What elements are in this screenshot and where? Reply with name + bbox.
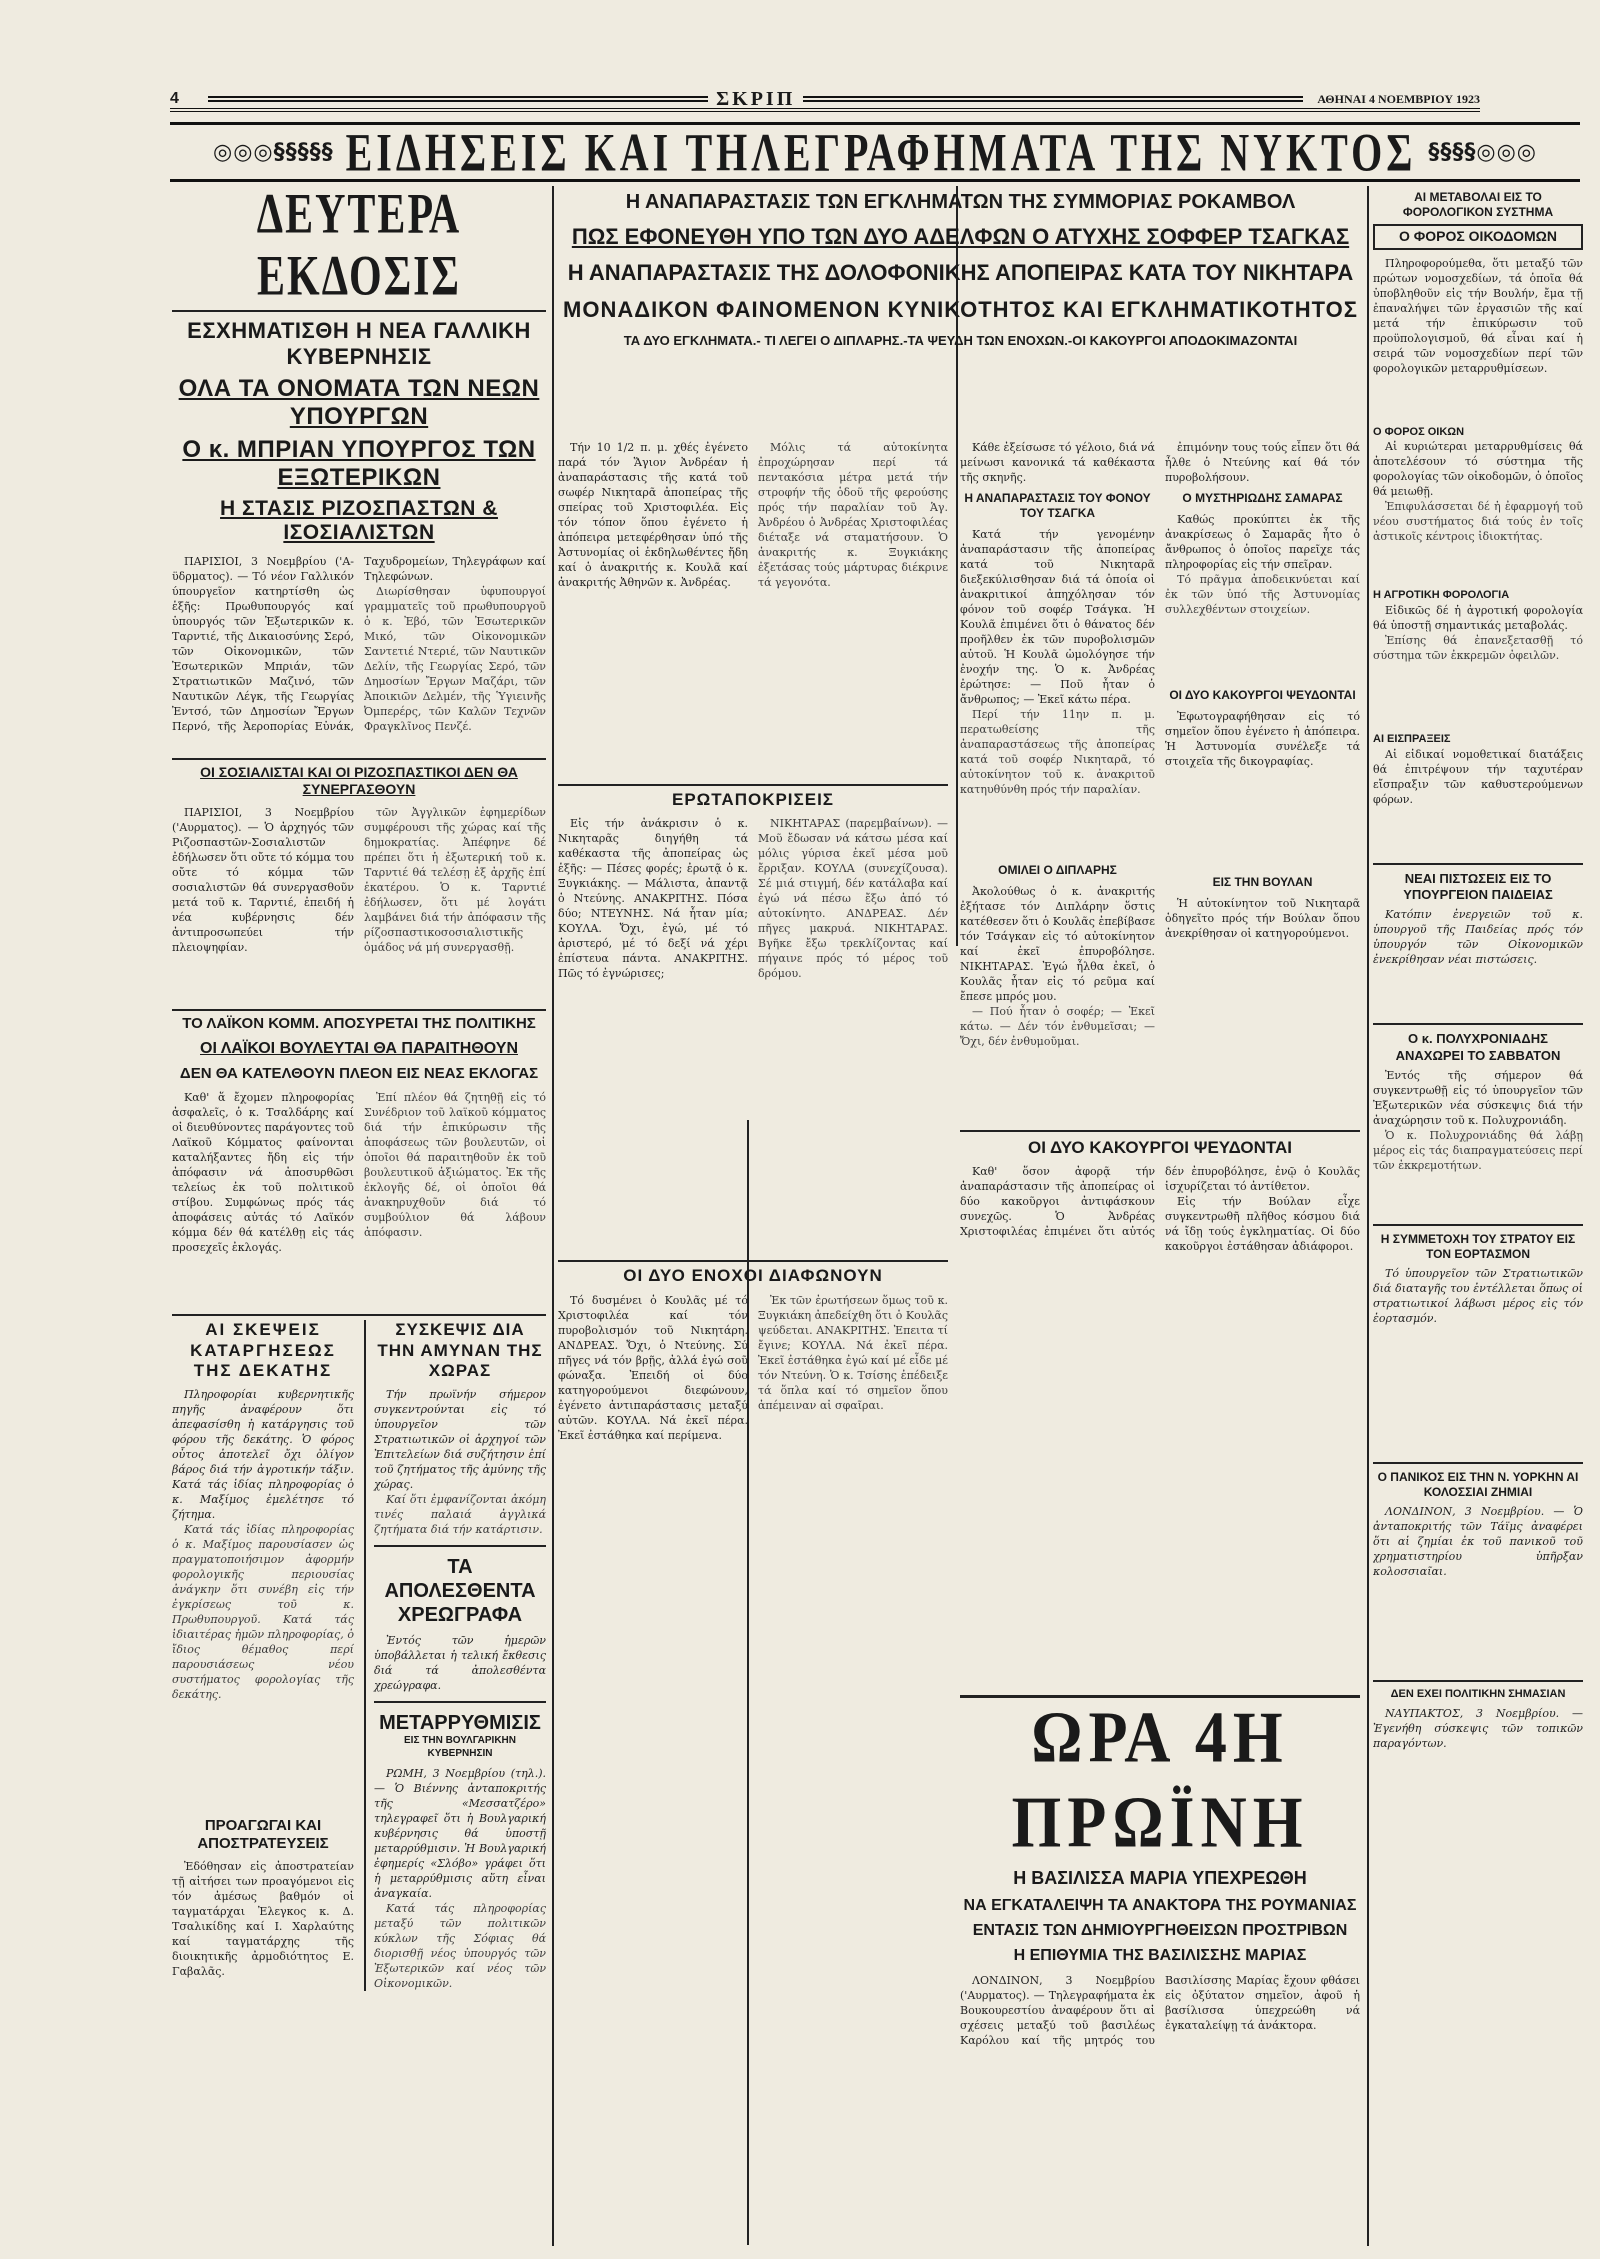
masthead [170,87,1480,112]
column-anaparastasis [960,440,1360,1440]
article-body [558,816,948,1256]
article-dekati [172,1320,354,1991]
headline-palace: ΝΑ ΕΓΚΑΤΑΛΕΙΨΗ ΤΑ ΑΝΑΚΤΟΡΑ ΤΗΣ ΡΟΥΜΑΝΙΑΣ [963,1896,1357,1914]
article-body [1165,896,1360,1006]
headline-education-credits: ΝΕΑΙ ΠΙΣΤΩΣΕΙΣ ΕΙΣ ΤΟ ΥΠΟΥΡΓΕΙΟΝ ΠΑΙΔΕΙΑΣ [1403,870,1553,902]
article-body [1373,603,1583,733]
subheadline-tsagkas-murder: Η ΑΝΑΠΑΡΑΣΤΑΣΙΣ ΤΟΥ ΦΟΝΟΥ ΤΟΥ ΤΣΑΓΚΑ [964,491,1151,520]
article-body [1373,1504,1583,1674]
divider [960,1130,1360,1132]
headline-securities: ΤΑ ΑΠΟΛΕΣΘΕΝΤΑ ΧΡΕΩΓΡΑΦΑ [384,1556,536,1627]
headline-army-participation: Η ΣΥΜΜΕΤΟΧΗ ΤΟΥ ΣΤΡΑΤΟΥ ΕΙΣ ΤΟΝ ΕΟΡΤΑΣΜΟΝ [1380,1231,1576,1261]
article-body [172,1859,354,1979]
subheadline-agro-tax: Η ΑΓΡΟΤΙΚΗ ΦΟΡΟΛΟΓΙΑ [1373,589,1510,602]
article-body [1373,747,1583,857]
article-body [1373,256,1583,426]
column-rule [1367,186,1369,2246]
article-body [1165,709,1360,869]
paragraph: Τήν 10 1/2 π. μ. χθές ἐγένετο παρά τόν Ἅγιον Ἀνδρέαν ἡ ἀναπαράστασις τῆς κατά τοῦ σωφέρ Νικηταρᾶ ἀποπείρας τῆς σπείρας τοῦ Χριστοφιλέα. Εἰς τόν τόπον ὅπου ἐγένετο ἡ ἀπόπειρα μετεφέρθησαν ὑπό τῆς Ἀστυνομίας οἱ ἐκδηλωθέντες ἤδη καί ὁ ἀνακριτής κ. Κουλᾶ καί ἀνακριτής Ἀθηνῶν κ. Ἀνδρέας. [558,441,748,589]
article-body [374,1387,546,1537]
divider [172,758,546,760]
paragraph: ἐπιμόνην τους τούς εἶπεν ὅτι θά ἦλθε ὁ Ντεύνης καί θά τόν πυροβολήσουν. [1165,441,1360,484]
paragraph: Καθώς προκύπτει ἐκ τῆς ἀνακρίσεως ὁ Σαμαρᾶς ἦτο ὁ ἄνθρωπος ὁ ὁποῖος παρεῖχε τάς πληροφορίας εἰς τήν σπεῖραν. [1165,513,1360,571]
article-tsagkas [960,440,1155,1124]
paragraph: τῶν Ἀγγλικῶν ἐφημερίδων συμφέρουσι τῆς χώρας καί τῆς δημοκρατίας. Ἀπέφηνε δέ πρέπει ὅτι ἡ ἐξωτερική τοῦ κ. Ταρντιέ θά τελέσῃ ἐξ ἀρχῆς ἐπί ἑκατέρου. Ὁ κ. Ταρντιέ ἐδήλωσεν, ὅτι μέ λογάτι λαμβάνει διά τήν ἀπόφασιν τῆς ρίζοσπαστικοσοσιαλιστικῆς ὁμάδος νά μή συνεργασθῇ. [364,805,546,954]
headline-defense: ΣΥΣΚΕΨΙΣ ΔΙΑ ΤΗΝ ΑΜΥΝΑΝ ΤΗΣ ΧΩΡΑΣ [377,1320,543,1380]
divider [374,1545,546,1547]
page-number: 4 [170,90,179,107]
column-rokambol [558,190,1363,430]
paragraph: Ἐκ τῶν ἐρωτήσεων ὅμως τοῦ κ. Ξυγκιάκη ἀπεδείχθη ὅτι ὁ Κουλᾶς ψεύδεται. ΑΝΑΚΡΙΤΗΣ. Ἐπειτα τί ἔγινε; ΚΟΥΛΑ. Νά ἐκεῖ πέρα. Ἐκεῖ ἐστάθηκα ἐγώ καί μέ εἶδε μέ τόν Ντεύνη. Ὁ κ. Τσίσης ἐπέδειξε τά ὅπλα καί τό σημεῖον ὅπου ἀπέμειναν αἱ σφαῖραι. [758,1293,948,1412]
headline-promotions: ΠΡΟΑΓΩΓΑΙ ΚΑΙ ΑΠΟΣΤΡΑΤΕΥΣΕΙΣ [197,1817,329,1853]
headline-rokambol: Η ΑΝΑΠΑΡΑΣΤΑΣΙΣ ΤΩΝ ΕΓΚΛΗΜΑΤΩΝ ΤΗΣ ΣΥΜΜΟΡΙΑΣ ΡΟΚΑΜΒΟΛ [625,191,1296,213]
divider [1373,1224,1583,1226]
headline-no-political-meaning: ΔΕΝ ΕΧΕΙ ΠΟΛΙΤΙΚΗΝ ΣΗΜΑΣΙΑΝ [1390,1687,1566,1700]
subheadline-collections: ΑΙ ΕΙΣΠΡΑΞΕΙΣ [1373,733,1451,745]
paragraph: Ἐντός τῆς σήμερον θά συγκεντρωθῇ εἰς τό ὑπουργεῖον τῶν Ἐξωτερικῶν νέα σύσκεψις διά τήν ἀναχώρησιν τοῦ κ. Πολυχρονιάδη. [1373,1068,1583,1127]
paragraph: Ἐπίσης θά ἐπανεξετασθῇ τό σύστημα τῶν ἐκκρεμῶν ὀφειλῶν. [1373,634,1583,662]
paragraph: Ἐφωτογραφήθησαν εἰς τό σημεῖον ὅπου ἐγένετο ἡ ἀπόπειρα. Ἡ Ἀστυνομία συνέλεξε τά στοιχεῖα τῆς δικογραφίας. [1165,710,1360,768]
article-body [1373,907,1583,1017]
article-body [172,805,546,1005]
article-body [172,1387,354,1807]
paragraph: ΛΟΝΔΙΝΟΝ, 3 Νοεμβρίου. — Ὁ ἀνταποκριτής τῶν Τάϊμς ἀναφέρει ὅτι αἱ ζημίαι ἐκ τοῦ πανικοῦ τοῦ χρηματιστηρίου ὑπῆρξαν κολοσσιαῖαι. [1373,1504,1583,1578]
paragraph: Τό πρᾶγμα ἀποδεικνύεται καί ἐκ τῶν ὑπό τῆς Ἀστυνομίας συλλεχθέντων στοιχείων. [1165,573,1360,616]
divider [1373,1462,1583,1464]
paragraph: Ἐντός τῶν ἡμερῶν ὑποβάλλεται ἡ τελική ἔκθεσις διά τά ἀπολεσθέντα χρεώγραφα. [374,1634,546,1693]
subheadline-two-criminals-lie: ΟΙ ΔΥΟ ΚΑΚΟΥΡΓΟΙ ΨΕΥΔΟΝΤΑΙ [1028,1138,1292,1157]
masthead-rule-left [208,96,708,102]
headline-nikitaras: Η ΑΝΑΠΑΡΑΣΤΑΣΙΣ ΤΗΣ ΔΟΛΟΦΟΝΙΚΗΣ ΑΠΟΠΕΙΡΑΣ ΚΑΤΑ ΤΟΥ ΝΙΚΗΤΑΡΑ [567,260,1354,286]
divider [1373,1680,1583,1682]
paragraph: Ἡ αὐτοκίνητον τοῦ Νικηταρᾶ ὁδηγεῖτο πρός τήν Βούλαν ὅπου ἀνεκρίθησαν οἱ κατηγορούμενοι. [1165,897,1360,940]
article-body [960,440,1155,485]
divider [558,1260,948,1262]
paragraph: Κατά τάς πληροφορίας μεταξύ τῶν πολιτικῶν κύκλων τῆς Σόφιας θά διορισθῇ νέος ὑπουργός τῶν Ἐξωτερικῶν καί νέος τῶν Οἰκονομικῶν. [374,1902,546,1991]
paragraph: ΝΑΥΠΑΚΤΟΣ, 3 Νοεμβρίου. — Ἐγενήθη σύσκεψις τῶν τοπικῶν παραγόντων. [1373,1706,1583,1750]
section-banner [170,122,1580,182]
headline-two-crimes: ΤΑ ΔΥΟ ΕΓΚΛΗΜΑΤΑ.- ΤΙ ΛΕΓΕΙ Ο ΔΙΠΛΑΡΗΣ.-ΤΑ ΨΕΥΔΗ ΤΩΝ ΕΝΟΧΩΝ.-ΟΙ ΚΑΚΟΥΡΓΟΙ ΑΠΟΔΟΚΙΜΑΖΟΝΤΑΙ [623,333,1298,349]
paragraph: Πληροφορούμεθα, ὅτι μεταξύ τῶν πρώτων νομοσχεδίων, τά ὁποῖα θά ὑποβληθοῦν εἰς τήν Βουλήν, ἔμα τῇ ἐπαναλήψει τῶν ἐργασιῶν τῆς καί μετά τήν ἐπικύρωσιν τοῦ προϋπολογισμοῦ, θά εἶναι καί ἡ σειρά τῶν νομοσχεδίων περί τῶν φορολογικῶν μεταρρυθμίσεων. [1373,256,1583,375]
divider [1373,863,1583,865]
article-body [1165,440,1360,485]
paragraph: Ἐπί πλέον θά ζητηθῇ εἰς τό Συνέδριον τοῦ λαϊκοῦ κόμματος διά τήν ἐπικύρωσιν τῆς ἀποφάσεως τῶν βουλευτῶν, οἱ ὁποῖοι θά παραιτηθοῦν ἐκ τοῦ βουλευτικοῦ ἀξιώματος. Ἐκ τῆς ἐκλογῆς δέ, οἱ ὁποῖοι θά ἀνακηρυχθοῦν διά τό συμβούλιον θά λάβουν ἀπόφασιν. [364,1091,546,1240]
subheadline-bulgaria: ΕΙΣ ΤΗΝ ΒΟΥΛΓΑΡΙΚΗΝ ΚΥΒΕΡΝΗΣΙΝ [404,1735,516,1759]
column-right [1373,190,1583,2250]
headline-laikon-komma: ΤΟ ΛΑΪΚΟΝ ΚΟΜΜ. ΑΠΟΣΥΡΕΤΑΙ ΤΗΣ ΠΟΛΙΤΙΚΗΣ [182,1014,536,1032]
article-body [374,1633,546,1693]
subheadline-interrogation: ΕΡΩΤΑΠΟΚΡΙΣΕΙΣ [671,790,834,809]
paragraph: Ἀκολούθως ὁ κ. ἀνακριτής ἐξήτασε τόν Διπλάρην ὅστις κατέθεσεν ὅτι ὁ Κουλᾶς ἐπεβίβασε τόν Τσάγκαν εἰς τό αὐτοκίνητον καί ἐκεῖ ἐπυροβόλησε. ΝΙΚΗΤΑΡΑΣ. Ἐγώ ἦλθα ἐκεῖ, ὁ Κουλᾶς ἦταν εἰς τό ρεῦμα καί ἔπεσε μπρός μου. [960,885,1155,1003]
headline-friction: ΕΝΤΑΣΙΣ ΤΩΝ ΔΗΜΙΟΥΡΓΗΘΕΙΣΩΝ ΠΡΟΣΤΡΙΒΩΝ [972,1921,1348,1939]
paragraph: — Πού ἦταν ὁ σοφέρ; — Ἐκεῖ κάτω. — Δέν τόν ἐνθυμεῖσαι; — Ὄχι, δέν ἐνθυμοῦμαι. [960,1005,1155,1048]
divider [374,1701,546,1703]
paragraph: Εἰδικῶς δέ ἡ ἀγροτική φορολογία θά ὑποστῇ σημαντικάς μεταβολάς. [1373,604,1583,632]
headline-queen-wish: Η ΕΠΙΘΥΜΙΑ ΤΗΣ ΒΑΣΙΛΙΣΣΗΣ ΜΑΡΙΑΣ [1013,1946,1307,1964]
article-body [960,884,1155,1124]
paragraph: Τό ὑπουργεῖον τῶν Στρατιωτικῶν διά διαταγῆς του ἐντέλλεται ὅπως οἱ στρατιωτικοί λάβωσι μέρος εἰς τόν ἑορτασμόν. [1373,1266,1583,1325]
column-rokambol-body [558,440,948,1700]
paragraph: Καθ' ἅ ἔχομεν πληροφορίας ἀσφαλεῖς, ὁ κ. Τσαλδάρης καί οἱ διευθύνοντες παράγοντες τοῦ Λαϊκοῦ Κόμματος φαίνονται καταλήξαντες ἤδη εἰς τήν ἀπόφασιν νά ἀποσυρθῶσι τελείως ἐκ τοῦ πολιτικοῦ στίβου. Συμφώνως πρός τάς ἀποφάσεις αὐτάς τό Λαϊκόν κόμμα δέν θά κατέλθῃ εἰς τάς προσεχεῖς ἐκλογάς. [172,1091,354,1255]
subheadline-liars: ΟΙ ΔΥΟ ΚΑΚΟΥΡΓΟΙ ΨΕΥΔΟΝΤΑΙ [1169,688,1356,702]
divider [172,1314,546,1316]
article-defense [364,1320,546,1991]
paragraph: Διωρίσθησαν ὑφυπουργοί γραμματεῖς τοῦ πρωθυπουργοῦ ὁ κ. Ἐβό, τῶν Ἐσωτερικῶν Μικό, τῶν Οἰκονομικῶν Σαντετιέ Ντεριέ, τῶν Ναυτικῶν Δελίν, τῆς Γεωργίας Σερό, τῶν Δημοσίων Ἔργων Μαζάρι, τῶν Ἀποικιῶν Δελμέν, τῆς Ὑγιεινῆς Ὀμπερέρς, τῶν Καλῶν Τεχνῶν Φραγκλῖνος Πενζέ. [364,584,546,733]
article-body [558,440,948,780]
section-title-ora: ΩΡΑ 4Η ΠΡΩΪΝΗ [1011,1696,1309,1863]
headline-ministers-names: ΟΛΑ ΤΑ ΟΝΟΜΑΤΑ ΤΩΝ ΝΕΩΝ ΥΠΟΥΡΓΩΝ [178,374,540,430]
article-body [172,1090,546,1310]
article-samaras [1165,440,1360,1124]
headline-ny-panic: Ο ΠΑΝΙΚΟΣ ΕΙΣ ΤΗΝ Ν. ΥΟΡΚΗΝ ΑΙ ΚΟΛΟΣΣΙΑΙ ΖΗΜΙΑΙ [1377,1469,1579,1499]
section-ora-4 [960,1695,1360,2115]
paragraph: ΝΙΚΗΤΑΡΑΣ (παρεμβαίνων). — Μοῦ ἔδωσαν νά κάτσω μέσα καί μόλις γύρισα ἐκεῖ μέσα μοῦ ἔρριξαν. ΚΟΥΛΑ (συνεχίζουσα). Σέ μιά στιγμή, δέν κατάλαβα καί ἐγώ νά πέσω ἔξω ἀπό τό αὐτοκίνητο. ΑΝΔΡΕΑΣ. Δέν πῆγες μακρυά. ΝΙΚΗΤΑΡΑΣ. Βγῆκε ἔξω τρεκλίζοντας καί πήγαινε πρός τό μέρος τοῦ δρόμου. [758,817,948,981]
edition-title: ΔΕΥΤΕΡΑ ΕΚΔΟΣΙΣ [256,190,462,309]
paragraph: Εἰς τήν Βούλαν εἶχε συγκεντρωθῆ πλῆθος κόσμου διά νά ἴδῃ τούς ἐγκληματίας. Οἱ δύο κακοῦργοι ἐστάθησαν ἀδιάφοροι. [1165,1195,1360,1254]
paragraph: Πληροφορίαι κυβερνητικῆς πηγῆς ἀναφέρουν ὅτι ἀπεφασίσθη ἡ κατάργησις τοῦ φόρου τῆς δεκάτης. Ὁ φόρος οὗτος ἀποτελεῖ ὄχι ὀλίγον βάρος διά τήν ἀγροτικήν τάξιν. Κατά τάς ἰδίας πληροφορίας ὁ κ. Μαξίμος ἐμελέτησε τό ζήτημα. [172,1388,354,1522]
paragraph: Κατόπιν ἐνεργειῶν τοῦ κ. ὑπουργοῦ τῆς Παιδείας πρός τόν ὑπουργόν τῶν Οἰκονομικῶν ἐνεκρίθησαν νέαι πιστώσεις. [1373,908,1583,967]
masthead-rule-right [803,96,1303,102]
subheadline-disagree: ΟΙ ΔΥΟ ΕΝΟΧΟΙ ΔΙΑΦΩΝΟΥΝ [623,1266,883,1286]
ornament-right: §§§§◎◎◎ [1428,139,1537,165]
paragraph: Τό δυσμένει ὁ Κουλᾶς μέ τό Χριστοφιλέα καί τόν πυροβολισμόν τοῦ Νικητάρη. ΑΝΔΡΕΑΣ. Ὄχι, ὁ Ντεύνης. Σύ πῆγες νά τόν βρῇς, ἀλλά ἐγώ σοῦ φώναξα. Ἐπειδή οἱ δύο κατηγορούμενοι διεφώνουν, ἐγένετο ἀντιπαράστασις μεταξύ αὐτῶν. ΚΟΥΛΑ. Νά ἐκεῖ πέρα. Ἐκεῖ ἐστάθηκα καί περίμενα. [558,1293,748,1442]
headline-building-tax: Ο ΦΟΡΟΣ ΟΙΚΟΔΟΜΩΝ [1373,224,1583,250]
headline-queen-maria: Η ΒΑΣΙΛΙΣΣΑ ΜΑΡΙΑ ΥΠΕΧΡΕΩΘΗ [1013,1868,1307,1888]
article-body [172,554,546,754]
article-body [960,1164,1360,1344]
headline-socialists: ΟΙ ΣΟΣΙΑΛΙΣΤΑΙ ΚΑΙ ΟΙ ΡΙΖΟΣΠΑΣΤΙΚΟΙ ΔΕΝ ΘΑ ΣΥΝΕΡΓΑΣΘΟΥΝ [200,763,518,798]
newspaper-title: ΣΚΡΙΠ [716,87,796,110]
paragraph: Μόλις τά αὐτοκίνητα ἐπροχώρησαν περί τά πεντακόσια μέτρα μετά τήν στροφήν τῆς ὁδοῦ τῆς φερούσης πρός τήν παραλίαν τοῦ Ἁγ. Ἀνδρέου ὁ Ἀνδρέας Χριστοφιλέας διέταξε νά σταματήσουν. Ὁ ἀνακριτής κ. Ξυγκιάκης ἐξετάσας τούς μάρτυρας διέκρινε τά γεγονότα. [758,441,948,589]
issue-date: ΑΘΗΝΑΙ 4 ΝΟΕΜΒΡΙΟΥ 1923 [1317,91,1480,106]
headline-phenomenon: ΜΟΝΑΔΙΚΟΝ ΦΑΙΝΟΜΕΝΟΝ ΚΥΝΙΚΟΤΗΤΟΣ ΚΑΙ ΕΓΚΛΗΜΑΤΙΚΟΤΗΤΟΣ [563,296,1358,322]
subheadline-voula: ΕΙΣ ΤΗΝ ΒΟΥΛΑΝ [1212,875,1313,889]
article-body [1373,1266,1583,1456]
paragraph: Κατά τήν γενομένην ἀναπαράστασιν τῆς ἀποπείρας κατά τοῦ Νικηταρᾶ διεξεκύλισθησαν διά τά ὁποία οἱ ἀνακριτικοί ἀπηχόλησαν τόν φόνον τοῦ σοφέρ Τσάγκα. Ἡ Κουλᾶ ἐπιμένει ὅτι ὁ θάνατος δέν προῆλθεν ἐκ τῶν πυροβολισμῶν αὐτοῦ. Ἡ Κουλᾶ ὡμολόγησε τήν ἐνοχήν της. Ὁ κ. Ἀνδρέας ἐρώτησε: — Ποῦ ἦταν ὁ ἄνθρωπος; — Ἐκεῖ κάτω πέρα. [960,528,1155,706]
headline-no-elections: ΔΕΝ ΘΑ ΚΑΤΕΛΘΟΥΝ ΠΛΕΟΝ ΕΙΣ ΝΕΑΣ ΕΚΛΟΓΑΣ [179,1065,539,1083]
ornament-left: ◎◎◎§§§§§ [213,139,334,165]
headline-tax-changes: ΑΙ ΜΕΤΑΒΟΛΑΙ ΕΙΣ ΤΟ ΦΟΡΟΛΟΓΙΚΟΝ ΣΥΣΤΗΜΑ [1402,190,1554,219]
paragraph: Περί τήν 11ην π. μ. περατωθείσης τῆς ἀναπαραστάσεως τῆς ἀποπείρας κατά τοῦ σοφέρ Νικηταρᾶ, τό αὐτοκίνητον τοῦ κ. ἀνακριτοῦ κατηυθύνθη πρός τήν παραλίαν. [960,708,1155,796]
paragraph: Ἐπιφυλάσσεται δέ ἡ ἐφαρμογή τοῦ νέου συστήματος διά τούς ἐν τοῖς ἀστικοῖς κέντροις ἰδιοκτήτας. [1373,500,1583,544]
article-body [374,1766,546,1991]
paragraph: Τήν πρωϊνήν σήμερον συγκεντρούνται εἰς τό ὑπουργεῖον τῶν Στρατιωτικῶν οἱ ἀρχηγοί τῶν Ἐπιτελείων διά συζήτησιν ἐπί τοῦ ζητήματος τῆς ἀμύνης τῆς χώρας. [374,1388,546,1492]
paragraph: Κατά τάς ἰδίας πληροφορίας ὁ κ. Μαξίμος παρουσίασεν ὡς πραγματοποιήσιμον ἀφορμήν φορολογικῆς περιουσίας ἀνάγκην ὅτι συνέβη εἰς τήν ἐγκρίσεως τοῦ κ. Πρωθυπουργοῦ. Κατά τάς ἰδιαιτέρας ἡμῶν πληροφορίας, ὁ ἴδιος θέμαθος περί παρουσιάσεως νέου συστήματος φορολογίας τῆς δεκάτης. [172,1523,354,1702]
article-body [1373,1068,1583,1218]
paragraph: Καθ' ὅσον ἀφορᾷ τήν ἀναπαράστασιν τῆς ἀποπείρας οἱ δύο κακοῦργοι ἀντιφάσκουν συνεχῶς. Ὁ Ἀνδρέας Χριστοφιλέας ἐπιμένει ὅτι αὐτός δέν ἐπυροβόλησε, ἐνῷ ὁ Κουλᾶς ἰσχυρίζεται τό ἀντίθετον. [960,1165,1360,1239]
paragraph: Κάθε ἐξείσωσε τό γέλοιο, διά νά μείνωσι κανονικά τά καθέκαστα τῆς σκηνῆς. [960,441,1155,484]
subheadline-samaras: Ο ΜΥΣΤΗΡΙΩΔΗΣ ΣΑΜΑΡΑΣ [1182,491,1343,505]
headline-reform: ΜΕΤΑΡΡΥΘΜΙΣΙΣ [379,1712,541,1735]
paragraph: Ἐδόθησαν εἰς ἀποστρατείαν τῇ αἰτήσει των προαγόμενοι εἰς τόν ἀμέσως βαθμόν οἱ ταγματάρχαι Ἐλεγκος κ. Δ. Τσαλικίδης καί Ι. Χαρλαύτης καί ταγματάρχης τῆς διοικητικῆς ἀρμοδιότητος Ε. Γαβαλᾶς. [172,1860,354,1979]
paragraph: Εἰς τήν ἀνάκρισιν ὁ κ. Νικηταρᾶς διηγήθη τά καθέκαστα τῆς ἀποπείρας ὡς ἑξῆς: — Πέσες φορές; ἐρωτᾷ ὁ κ. Ξυγκιάκης. — Μάλιστα, ἀπαντᾷ ὁ Ντεύνης. ΑΝΑΚΡΙΤΗΣ. Πόσα δύο; ΝΤΕΥΝΗΣ. Νά ἦταν μία; ΚΟΥΛΑ. Ὄχι, ἐγώ, μέ τό ἀριστερό, μέ τό δεξί νά χέρι ἐπίστευα πάντα. ΑΝΑΚΡΙΤΗΣ. Πῶς τό ἐγνώρισες; [558,817,748,981]
headline-tsagkas: ΠΩΣ ΕΦΟΝΕΥΘΗ ΥΠΟ ΤΩΝ ΔΥΟ ΑΔΕΛΦΩΝ Ο ΑΤΥΧΗΣ ΣΟΦΦΕΡ ΤΣΑΓΚΑΣ [571,224,1350,249]
column-rule [552,186,554,2246]
article-body [960,1973,1360,2113]
divider [172,1009,546,1011]
column-deutera-ekdosis [172,190,546,2250]
headline-laikoi-vouleftai: ΟΙ ΛΑΪΚΟΙ ΒΟΥΛΕΥΤΑΙ ΘΑ ΠΑΡΑΙΤΗΘΟΥΝ [200,1040,518,1058]
article-body [1165,512,1360,682]
paragraph: ΡΩΜΗ, 3 Νοεμβρίου (τηλ.). — Ὁ Βιέννης ἀνταποκριτής τῆς «Μεσσατζέρο» τηλεγραφεῖ ὅτι ἡ Βουλγαρική κυβέρνησις θά ὑποστῇ μεταρρύθμισιν. Ἡ Βουλγαρική ἐφημερίς «Σλόβο» γράφει ὅτι ἡ μεταρρύθμισις αὕτη εἶναι ἀναγκαία. [374,1767,546,1901]
paragraph: Καί ὅτι ἐμφανίζονται ἀκόμη τινές παλαιά ἀγγλικά ζητήματα διά τήν κατάρτισιν. [374,1493,546,1537]
headline-radicals: Η ΣΤΑΣΙΣ ΡΙΖΟΣΠΑΣΤΩΝ & ΙΣΟΣΙΑΛΙΣΤΩΝ [220,497,498,545]
divider [558,784,948,786]
paragraph: ΠΑΡΙΣΙΟΙ, 3 Νοεμβρίου ('Αυρματος). — Ὁ ἀρχηγός τῶν Ριζοσπαστῶν-Σοσιαλιστῶν ἐδήλωσεν ὅτι οὔτε τό κόμμα του οὔτε τό κόμμα τῶν σοσιαλιστῶν θά συνεργασθοῦν μετά τοῦ κ. Ταρντιέ, ἐπειδή ἡ νέα κυβέρνησις δέν ἀντιπροσωπεύει τήν πλειοψηφίαν. [172,805,354,954]
article-body [558,1293,948,1693]
subheadline-diplaris: ΟΜΙΛΕΙ Ο ΔΙΠΛΑΡΗΣ [998,863,1117,877]
paragraph: ΛΟΝΔΙΝΟΝ, 3 Νοεμβρίου ('Αυρματος). — Τηλεγραφήματα ἐκ Βουκουρεστίου ἀναφέρουν ὅτι αἱ σχέσεις μεταξύ τοῦ βασιλέως Καρόλου καί τῆς μητρός του Βασιλίσσης Μαρίας ἔχουν φθάσει εἰς ὀξύτατον σημεῖον, ἀφοῦ ἡ βασίλισσα ὑπεχρεώθη νά ἐγκαταλείψῃ τά ἀνάκτορα. [960,1974,1360,2048]
headline-new-government: ΕΣΧΗΜΑΤΙΣΘΗ Η ΝΕΑ ΓΑΛΛΙΚΗ ΚΥΒΕΡΝΗΣΙΣ [187,318,531,369]
headline-polychroniadis: Ο κ. ΠΟΛΥΧΡΟΝΙΑΔΗΣ ΑΝΑΧΩΡΕΙ ΤΟ ΣΑΒΒΑΤΟΝ [1395,1031,1561,1063]
divider [172,310,546,312]
article-body [1373,1706,1583,1786]
paragraph: Αἱ εἰδικαί νομοθετικαί διατάξεις θά ἐπιτρέψουν τήν ταχυτέραν εἴσπραξιν τῶν καθυστερούμενων φόρων. [1373,747,1583,806]
banner-title: ΕΙΔΗΣΕΙΣ ΚΑΙ ΤΗΛΕΓΡΑΦΗΜΑΤΑ ΤΗΣ ΝΥΚΤΟΣ [345,121,1417,183]
article-body [960,527,1155,857]
divider [1373,1023,1583,1025]
headline-dekati: ΑΙ ΣΚΕΨΕΙΣ ΚΑΤΑΡΓΗΣΕΩΣ ΤΗΣ ΔΕΚΑΤΗΣ [190,1320,336,1380]
paragraph: Ὁ κ. Πολυχρονιάδης θά λάβῃ μέρος εἰς τάς διαπραγματεύσεις περί τῶν ἐκκρεμοτήτων. [1373,1128,1583,1172]
paragraph: ΠΑΡΙΣΙΟΙ, 3 Νοεμβρίου ('Α-ϋδρματος). — Τό νέον Γαλλικόν ύπουργεῖον κατηρτίσθη ὡς ἑξῆς: Πρωθυπουργός καί ὑπουργός τῶν Ἐξωτερικῶν κ. Ταρντιέ, τῆς Δικαιοσύνης Σερό, τῶν Οἰκονομικῶν, τῶν Ἐσωτερικῶν Μπριάν, τῶν Στρατιωτικῶν Μαζινό, τῶν Ναυτικῶν Λέγκ, τῆς Γεωργίας Ἐντσό, τῶν Δημοσίων Ἔργων Περνό, τῆς Ἀεροπορίας Εὐνάκ, Ταχυδρομείων, Τηλεγράφων καί Τηλεφώνων. [172,554,546,733]
headline-briand: Ο κ. ΜΠΡΙΑΝ ΥΠΟΥΡΓΟΣ ΤΩΝ ΕΞΩΤΕΡΙΚΩΝ [182,436,536,491]
paragraph: Αἱ κυριώτεραι μεταρρυθμίσεις θά ἀποτελέσουν τό σύστημα τῆς φορολογίας τῶν οἰκοδομῶν, ὁ ὁποῖος θά μειωθῇ. [1373,440,1583,499]
subheadline-house-tax: Ο ΦΟΡΟΣ ΟΙΚΩΝ [1373,425,1465,438]
article-body [1373,439,1583,589]
